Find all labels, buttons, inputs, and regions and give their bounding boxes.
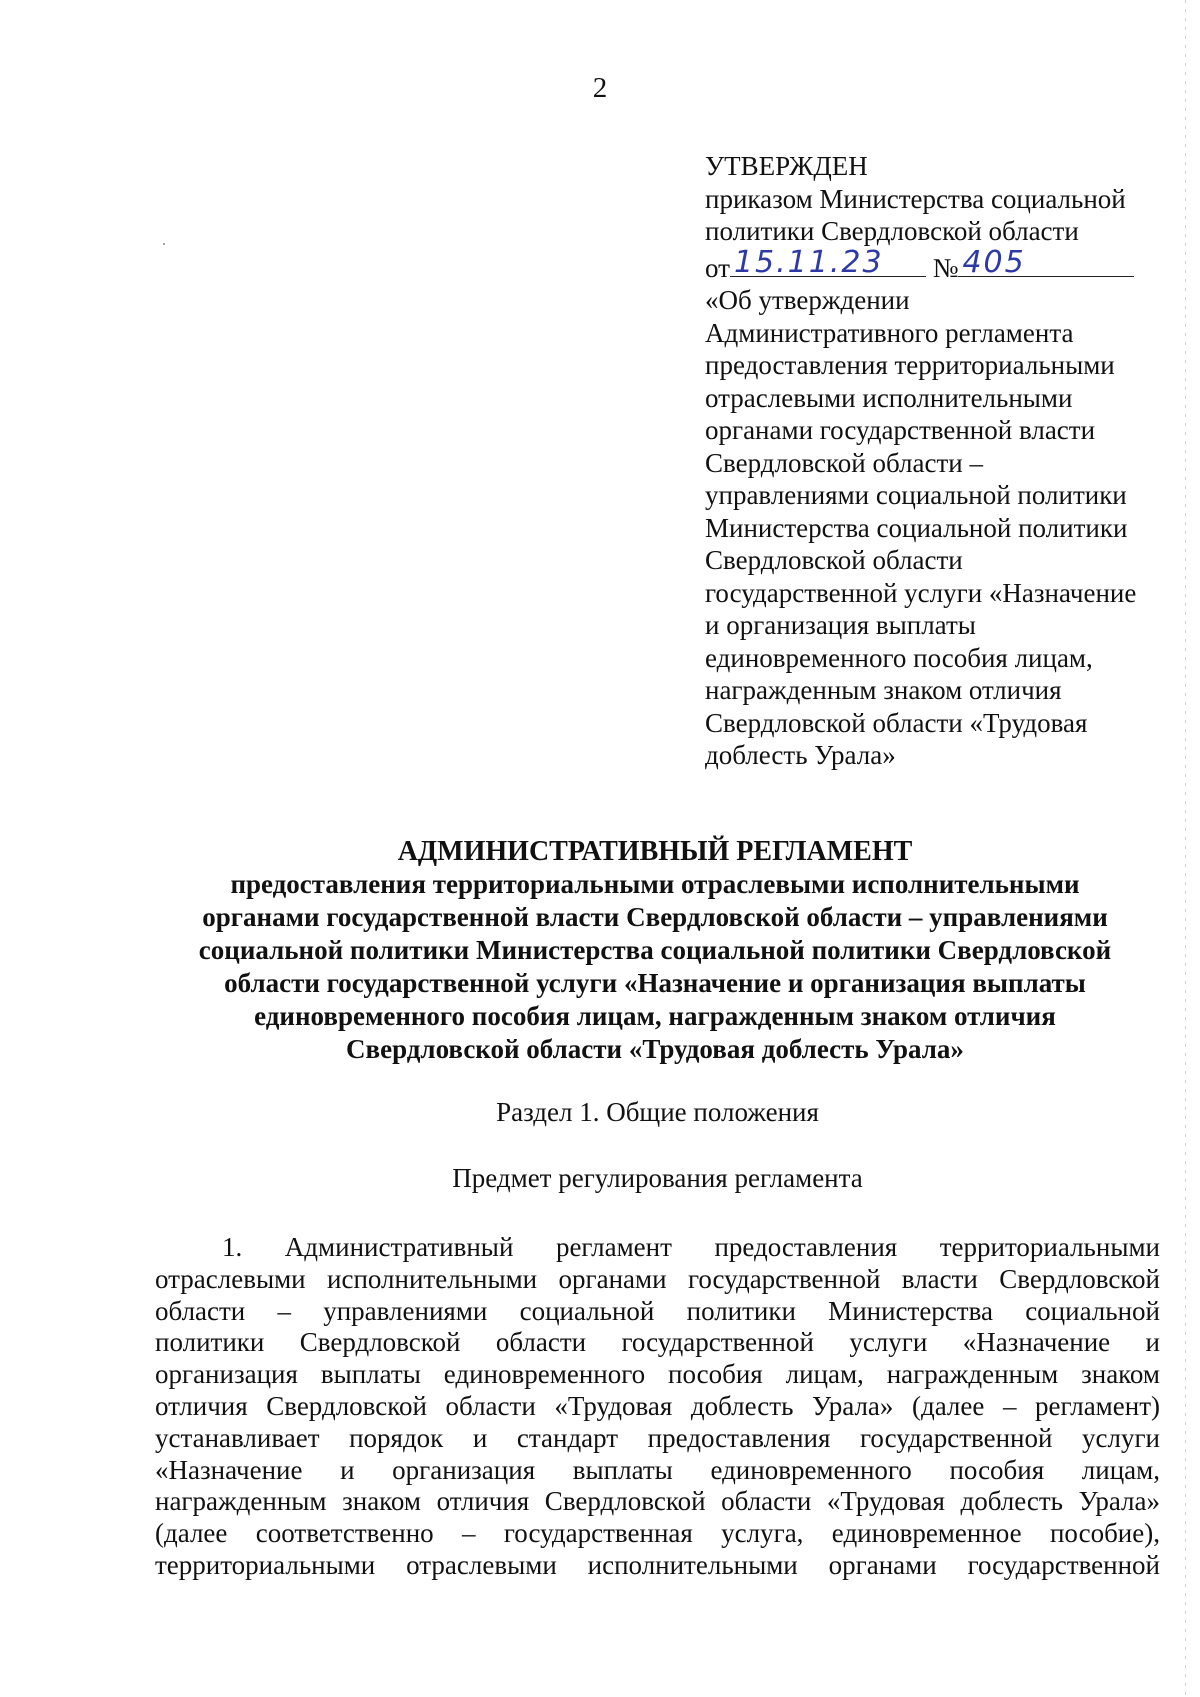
order-title-line: предоставления территориальными <box>705 350 1115 380</box>
document-title-line: предоставления территориальными отраслевыми исполнительными <box>230 869 1080 899</box>
document-title-line: области государственной услуги «Назначение и организация выплаты <box>224 968 1086 998</box>
document-title-line: Свердловской области «Трудовая доблесть Урала» <box>346 1034 964 1064</box>
handwritten-number: 405 <box>962 245 1026 280</box>
paragraph-line: организация выплаты единовременного пособия лицам, награжденным знаком <box>155 1359 1160 1390</box>
paragraph-line: территориальными отраслевыми исполнительными органами государственной <box>155 1549 1160 1580</box>
scan-speck <box>163 243 165 245</box>
order-title-line: Административного регламента <box>705 317 1074 348</box>
subsection-heading: Предмет регулирования регламента <box>452 1163 863 1193</box>
page-number: 2 <box>592 72 608 104</box>
scan-edge <box>1185 0 1186 1697</box>
document-title-line: социальной политики Министерства социальной политики Свердловской <box>198 935 1112 965</box>
order-title-line: Свердловской области <box>705 545 963 575</box>
order-title-line: и организация выплаты <box>705 610 976 640</box>
document-title <box>150 835 1160 1066</box>
handwritten-date: 15.11.23 <box>733 245 884 280</box>
document-title-line: органами государственной власти Свердловской области – управлениями <box>202 902 1108 932</box>
approval-date-line <box>705 245 1180 285</box>
date-field <box>730 245 926 280</box>
order-title-line: доблесть Урала» <box>705 740 896 770</box>
paragraph-line: «Назначение и организация выплаты единовременного пособия лицам, <box>155 1454 1160 1485</box>
order-title-line: «Об утверждении <box>705 285 910 315</box>
paragraph-line: области – управлениями социальной политики Министерства социальной <box>155 1295 1160 1326</box>
approval-line: политики Свердловской области <box>705 216 1079 246</box>
order-title-line: государственной услуги «Назначение <box>705 577 1137 608</box>
approval-block <box>705 150 1180 772</box>
order-title-line: органами государственной власти <box>705 415 1096 445</box>
order-title-line: Свердловской области «Трудовая <box>705 707 1088 738</box>
order-title-line: Министерства социальной политики <box>705 512 1128 543</box>
order-title-line: награжденным знаком отличия <box>705 675 1062 705</box>
paragraph-line: отличия Свердловской области «Трудовая доблесть Урала» (далее – регламент) <box>155 1390 1160 1421</box>
document-title-line: единовременного пособия лицам, награжденным знаком отличия <box>254 1001 1056 1031</box>
paragraph-1 <box>155 1232 1160 1582</box>
section-heading: Раздел 1. Общие положения <box>496 1097 819 1127</box>
number-field <box>958 245 1134 280</box>
order-title-line: Свердловской области – <box>705 447 983 478</box>
number-prefix: № <box>932 252 959 283</box>
paragraph-line: устанавливает порядок и стандарт предоставления государственной услуги <box>155 1422 1160 1453</box>
paragraph-line: 1. Административный регламент предоставления территориальными <box>222 1232 1160 1262</box>
paragraph-line: отраслевыми исполнительными органами государственной власти Свердловской <box>155 1263 1160 1294</box>
order-title-line: управлениями социальной политики <box>705 480 1127 510</box>
approval-line: приказом Министерства социальной <box>705 183 1126 214</box>
order-title-line: отраслевыми исполнительными <box>705 382 1073 413</box>
paragraph-line: награжденным знаком отличия Свердловской области «Трудовая доблесть Урала» <box>155 1486 1160 1517</box>
date-prefix: от <box>705 252 730 283</box>
paragraph-line: (далее соответственно – государственная услуга, единовременное пособие), <box>155 1518 1160 1549</box>
paragraph-line: политики Свердловской области государственной услуги «Назначение и <box>155 1327 1160 1358</box>
order-title-line: единовременного пособия лицам, <box>705 642 1093 673</box>
approval-heading: УТВЕРЖДЕН <box>705 151 868 181</box>
document-title-main: АДМИНИСТРАТИВНЫЙ РЕГЛАМЕНТ <box>397 836 913 867</box>
